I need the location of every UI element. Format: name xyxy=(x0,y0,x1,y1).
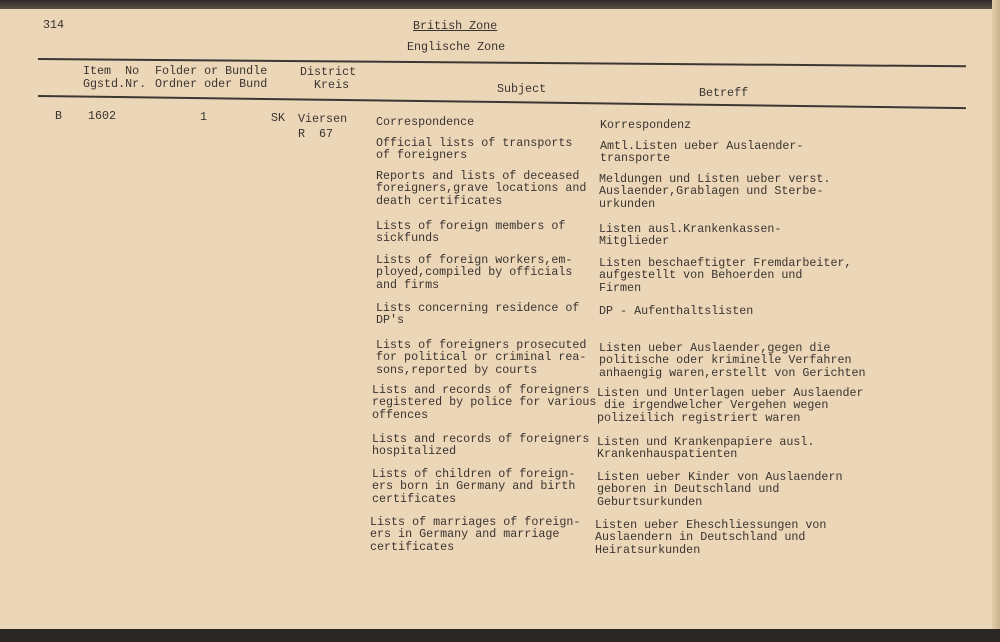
entry-betreff: Listen ueber Eheschliessungen von Auslaendern in Deutschland und Heiratsurkunden xyxy=(595,518,827,557)
header-betreff: Betreff xyxy=(699,86,749,100)
entry-subject: Reports and lists of deceased foreigners,grave locations and death certificates xyxy=(376,169,587,208)
entry-subject: Lists of children of foreign- ers born in Germany and birth certificates xyxy=(372,467,576,506)
record-series: B xyxy=(55,109,63,123)
entry-subject: Correspondence xyxy=(376,115,475,129)
entry-subject: Lists of foreigners prosecuted for political or criminal rea- sons,reported by courts xyxy=(376,338,587,377)
header-subject: Subject xyxy=(497,82,547,96)
entry-subject: Lists and records of foreigners hospitalized xyxy=(372,432,590,459)
record-district-type: SK xyxy=(271,111,286,125)
entry-betreff: Amtl.Listen ueber Auslaender- transporte xyxy=(600,139,804,166)
entry-subject: Lists of foreign members of sickfunds xyxy=(376,219,566,246)
entry-betreff: Korrespondenz xyxy=(600,118,692,132)
page-title: British Zone xyxy=(413,19,498,33)
entry-betreff: DP - Aufenthaltslisten xyxy=(599,304,754,318)
record-folder: 1 xyxy=(200,110,208,124)
page-subtitle: Englische Zone xyxy=(407,40,506,54)
scan-top-edge xyxy=(0,0,1000,9)
entry-betreff: Meldungen und Listen ueber verst. Auslaender,Grablagen und Sterbe- urkunden xyxy=(599,172,831,211)
record-item-no: 1602 xyxy=(88,109,117,123)
entry-betreff: Listen und Krankenpapiere ausl. Krankenhauspatienten xyxy=(597,435,815,462)
entry-betreff: Listen ueber Kinder von Auslaendern geboren in Deutschland und Geburtsurkunden xyxy=(597,470,843,509)
entry-subject: Lists and records of foreigners registered by police for various offences xyxy=(372,383,597,422)
entry-subject: Lists concerning residence of DP's xyxy=(376,301,580,328)
scan-bottom-edge xyxy=(0,629,1000,642)
entry-subject: Official lists of transports of foreigners xyxy=(376,136,573,163)
entry-betreff: Listen beschaeftigter Fremdarbeiter, aufgestellt von Behoerden und Firmen xyxy=(599,256,852,295)
entry-betreff: Listen ueber Auslaender,gegen die politische oder kriminelle Verfahren anhaengig waren,erstellt von Gerichten xyxy=(599,341,866,380)
entry-betreff: Listen ausl.Krankenkassen- Mitglieder xyxy=(599,222,782,249)
header-folder: Folder or Bundle Ordner oder Bund xyxy=(155,64,268,91)
page-number: 314 xyxy=(43,18,65,32)
entry-subject: Lists of marriages of foreign- ers in Germany and marriage certificates xyxy=(370,515,581,554)
header-item-no: Item No Ggstd.Nr. xyxy=(83,64,147,91)
header-bottom-rule xyxy=(38,95,966,109)
entry-betreff: Listen und Unterlagen ueber Auslaender die irgendwelcher Vergehen wegen polizeilich registriert waren xyxy=(597,386,864,425)
entry-subject: Lists of foreign workers,em- ployed,compiled by officials and firms xyxy=(376,253,573,292)
header-district: District Kreis xyxy=(300,65,357,92)
record-district: Viersen R 67 xyxy=(298,112,348,141)
scan-right-edge xyxy=(992,0,1000,642)
